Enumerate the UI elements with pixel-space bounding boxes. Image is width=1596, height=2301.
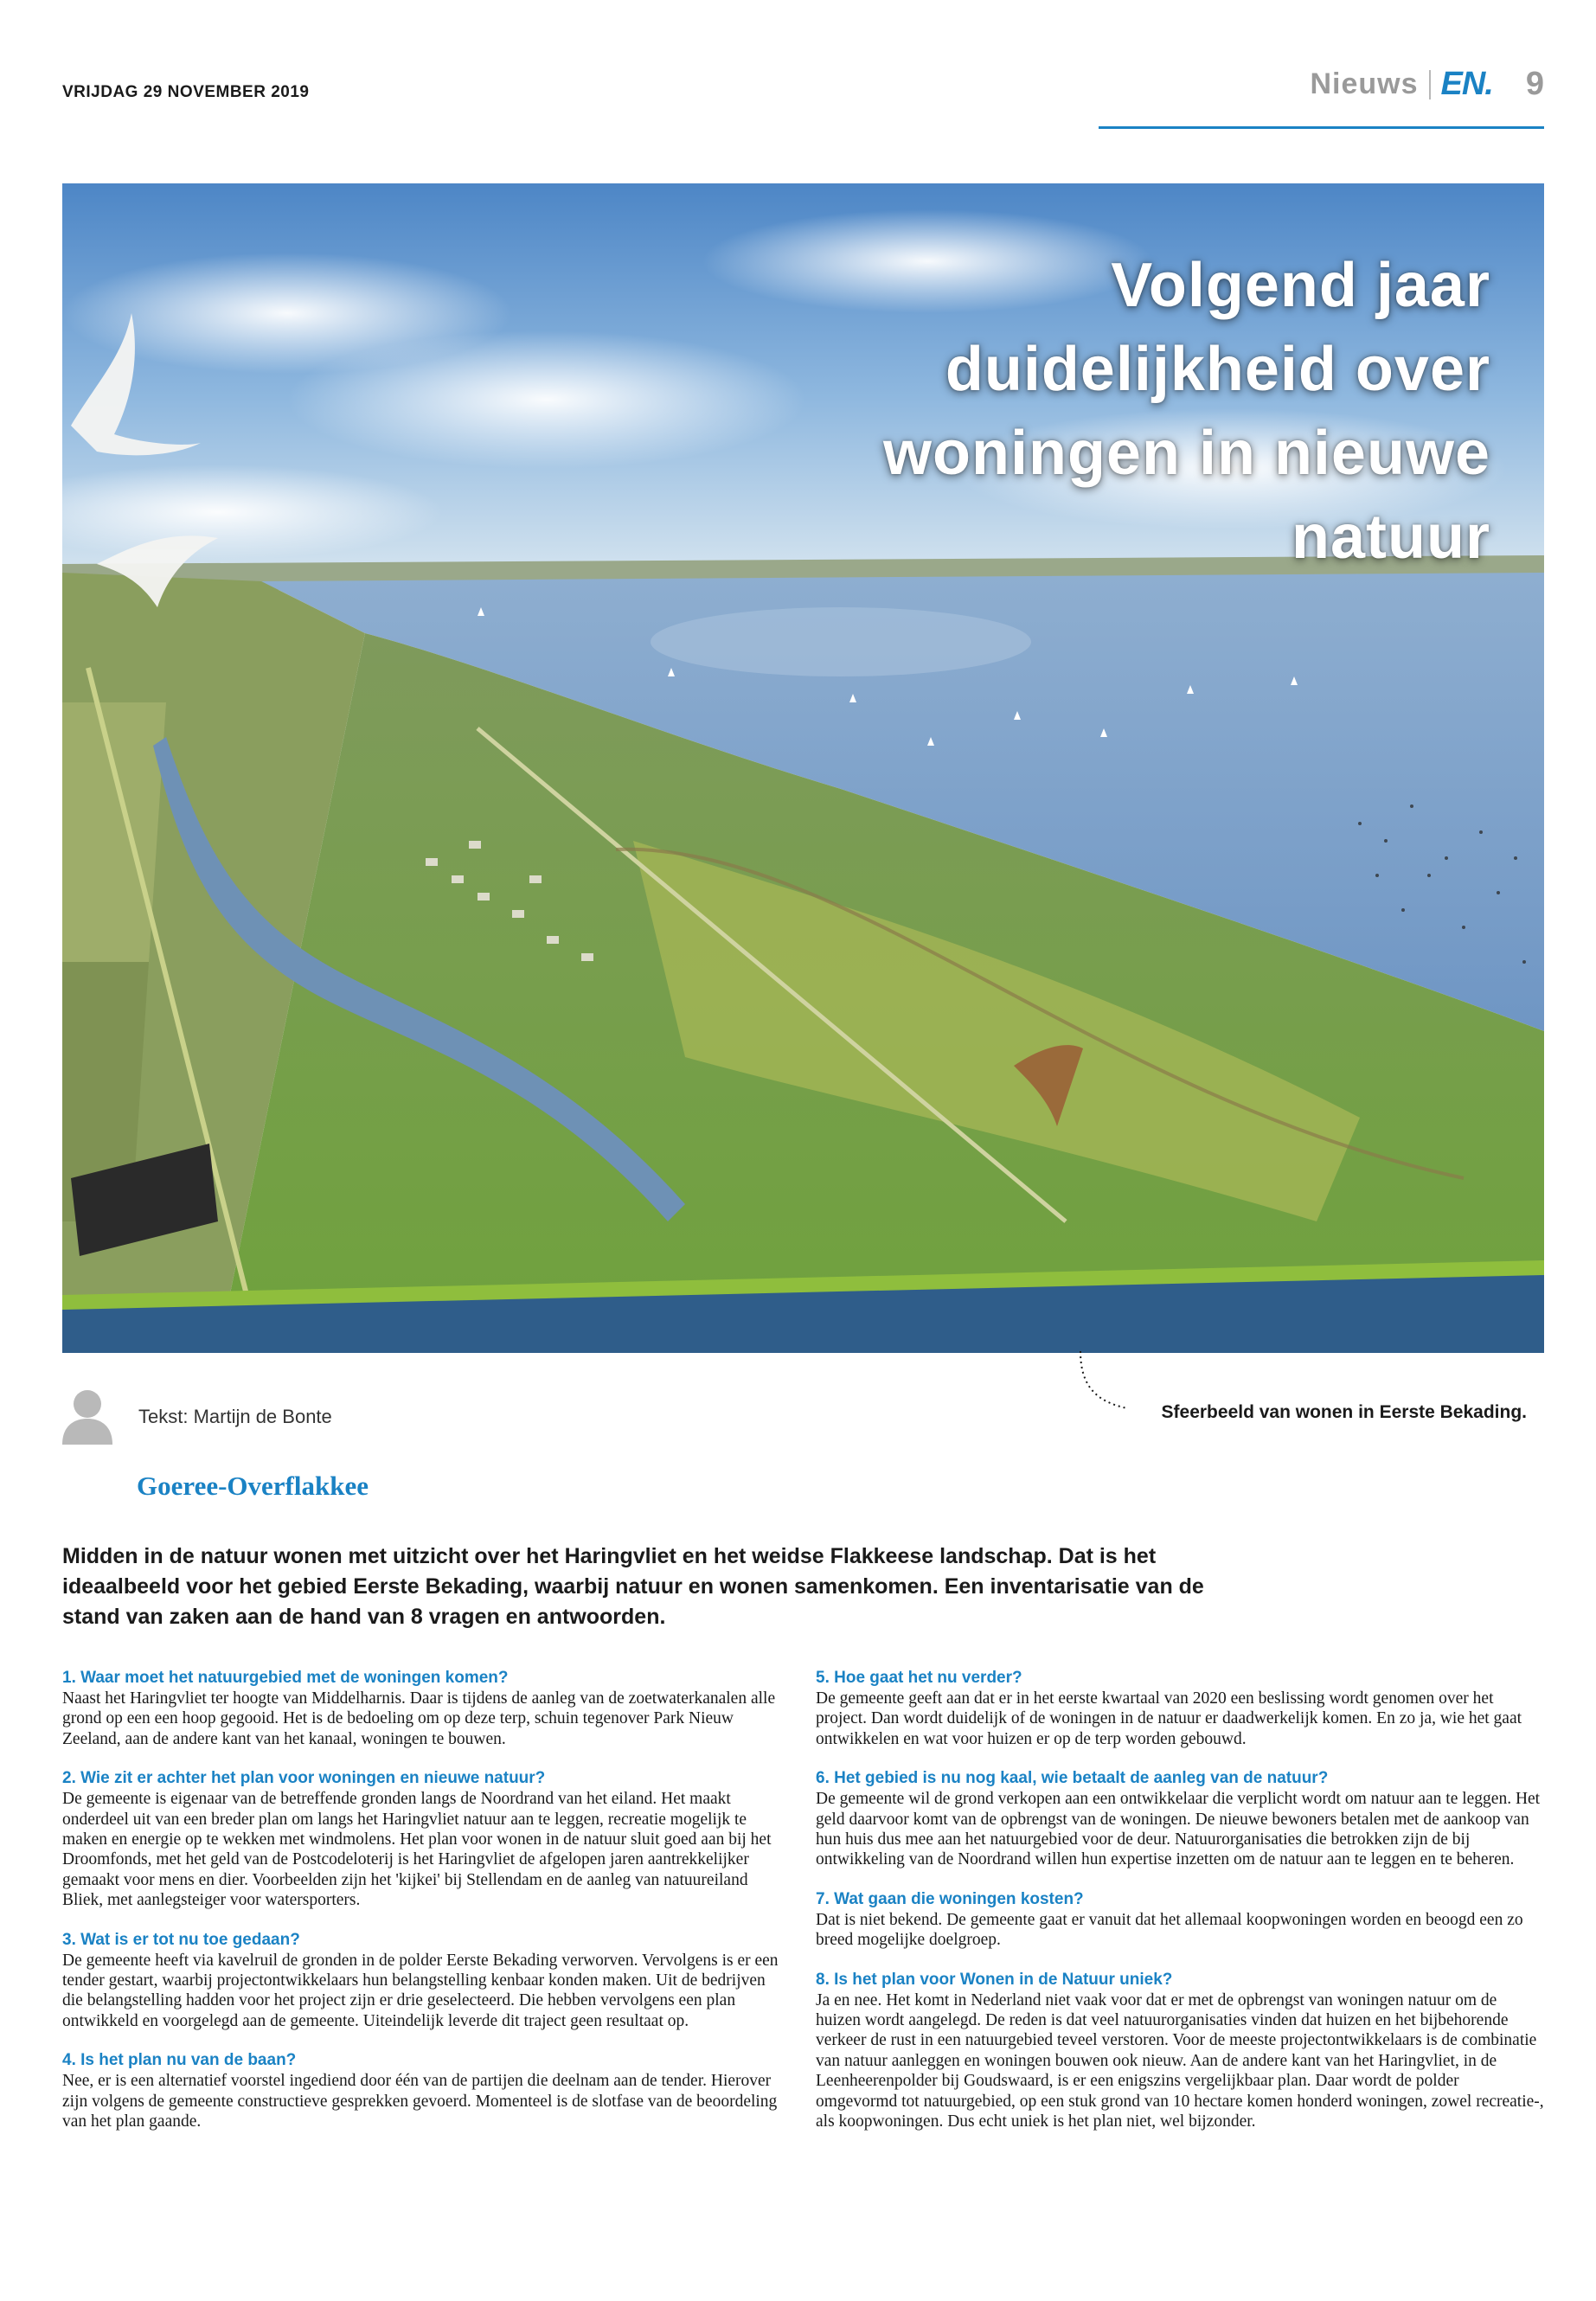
region-label: Goeree-Overflakkee [137,1471,369,1501]
answer: De gemeente heeft via kavelruil de gronden in de polder Eerste Bekading verworven. Vervolgens is er een tender gestart, waarbij projectontwikkelaars hun belangstelling kenbaar konden maken. Uit de bedrijven die belangstelling hadden voor het project zijn er drie geselecteerd. Die hebben vervolgens een plan ontwikkeld en voorgelegd aan de gemeente. Uiteindelijk leverde dit traject geen resultaat op. [62,1951,779,2030]
newspaper-logo: EN. [1440,66,1493,102]
question: 2. Wie zit er achter het plan voor woningen en nieuwe natuur? [62,1769,546,1788]
question: 1. Waar moet het natuurgebied met de woningen komen? [62,1669,509,1687]
qa-item [62,1930,789,2032]
question: 6. Het gebied is nu nog kaal, wie betaalt de aanleg van de natuur? [816,1769,1329,1788]
column-left [62,1668,789,2151]
qa-item [816,1889,1544,1951]
answer: De gemeente wil de grond verkopen aan een ontwikkelaar die verplicht wordt om natuur aan te leggen. Het geld daarvoor komt van de opbrengst van de woningen. De nieuwe bewoners betalen met de aankoop van hun huis dus mee aan het natuurgebied voor de deur. Natuurorganisaties die betrokken zijn de bij ontwikkeling van de Noordrand willen hun expertise inzetten om de natuur aan te leggen en te beheren. [816,1790,1541,1869]
question: 3. Wat is er tot nu toe gedaan? [62,1930,300,1949]
byline: Tekst: Martijn de Bonte [138,1406,332,1427]
page-number: 9 [1525,66,1544,102]
section-label: Nieuws [1310,67,1419,100]
header-rule [1099,126,1544,129]
masthead-divider [1429,70,1431,99]
answer: Dat is niet bekend. De gemeente gaat er vanuit dat het allemaal koopwoningen worden en beoogd een zo breed mogelijke doelgroep. [816,1910,1523,1950]
person-icon [62,1388,112,1445]
lead-paragraph: Midden in de natuur wonen met uitzicht over het Haringvliet en het weidse Flakkeese landschap. Dat is het ideaalbeeld voor het gebied Eerste Bekading, waarbij natuur en wonen samenkomen. Een inventarisatie van de stand van zaken aan de hand van 8 vragen en antwoorden. [62,1544,1204,1629]
headline: Volgend jaar duidelijkheid over woningen in nieuwe natuur [883,251,1490,572]
column-right [816,1668,1544,2151]
qa-item [62,2050,789,2131]
answer: De gemeente geeft aan dat er in het eerste kwartaal van 2020 een beslissing wordt genomen over het project. Dan wordt duidelijk of de woningen in de natuur er daadwerkelijk komen. En zo ja, wie het gaat ontwikkelen en wat voor huizen er op de terp worden gebouwd. [816,1689,1522,1748]
qa-item [62,1668,789,1749]
answer: De gemeente is eigenaar van de betreffende gronden langs de Noordrand van het eiland. Het maakt onderdeel uit van een breder plan om langs het Haringvliet natuur aan te leggen, recreatie mogelijk te maken en energie op te wekken met windmolens. Het plan voor wonen in de natuur sluit goed aan bij het Droomfonds, met het geld van de Postcodeloterij is het Haringvliet de afgelopen jaren aantrekkelijker gemaakt voor mens en dier. Voorbeelden zijn het 'kijkei' bij Stellendam en de aanleg van natuureiland Bliek, met aanlegsteiger voor watersporters. [62,1790,772,1910]
question: 5. Hoe gaat het nu verder? [816,1669,1022,1687]
issue-date: VRIJDAG 29 NOVEMBER 2019 [62,83,310,101]
question: 8. Is het plan voor Wonen in de Natuur uniek? [816,1970,1173,1989]
masthead [1310,66,1544,103]
image-caption: Sfeerbeeld van wonen in Eerste Bekading. [1161,1402,1527,1422]
question: 4. Is het plan nu van de baan? [62,2051,297,2070]
qa-item [816,1768,1544,1870]
qa-item [62,1768,789,1910]
hero-image [62,183,1544,1353]
answer: Nee, er is een alternatief voorstel ingediend door één van de partijen die deelnam aan de tender. Hierover zijn volgens de gemeente constructieve gesprekken gevoerd. Momenteel is de slotfase van de beoordeling van het plan gaande. [62,2072,778,2131]
question: 7. Wat gaan die woningen kosten? [816,1889,1084,1908]
answer: Ja en nee. Het komt in Nederland niet vaak voor dat er met de opbrengst van woningen natuur om de huizen wordt aangelegd. De reden is dat veel natuurorganisaties vinden dat huizen en het bijbehorende verkeer de rust in een natuurgebied teveel verstoren. Voor de meeste projectontwikkelaars is de combinatie van natuur aanleggen en woningen bouwen ook nieuw. Aan de andere kant van het Haringvliet, in de Leenheerenpolder bij Goudswaard, is er een enigszins vergelijkbaar plan. Daar wordt de polder omgevormd tot natuurgebied, op een stuk grond van 10 hectare komen honderd woningen, zowel recreatie-, als koopwoningen. Dus echt uniek is het plan niet, wel bijzonder. [816,1990,1544,2131]
qa-item [816,1668,1544,1749]
answer: Naast het Haringvliet ter hoogte van Middelharnis. Daar is tijdens de aanleg van de zoetwaterkanalen alle grond op een een hoop gegooid. Het is de bedoeling om op deze terp, schuin tegenover Park Nieuw Zeeland, aan de andere kant van het kanaal, woningen te bouwen. [62,1689,776,1748]
caption-pointer [1077,1349,1129,1419]
qa-item [816,1970,1544,2132]
